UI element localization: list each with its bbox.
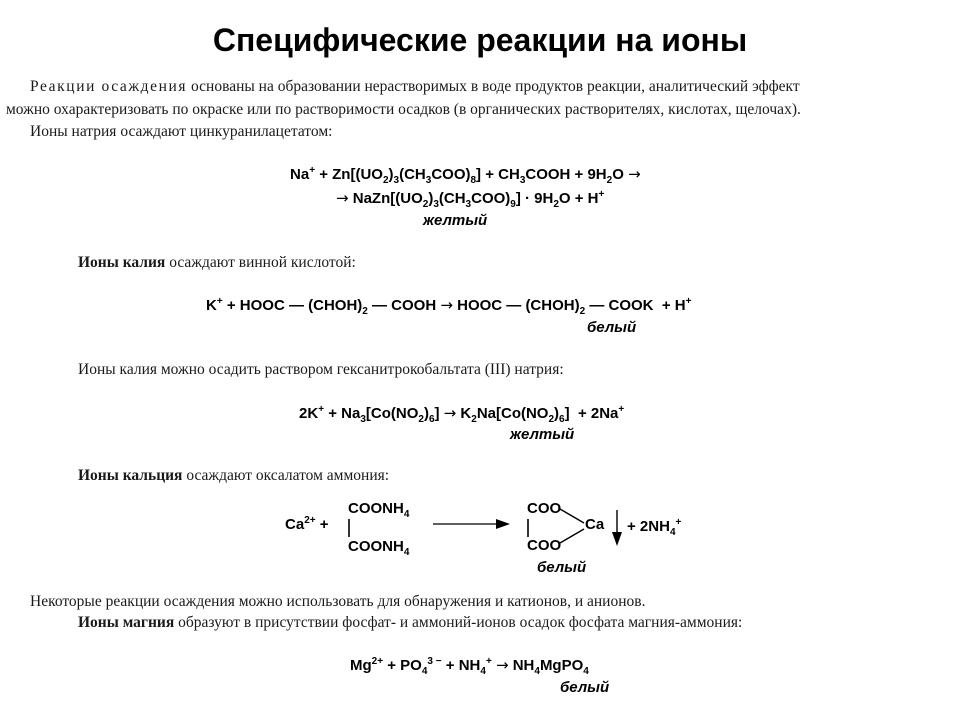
intro-line-1-rest: основаны на образовании нерастворимых в воде продуктов реакции, аналитический эффект <box>191 78 800 95</box>
intro-line-3: Ионы натрия осаждают цинкуранилацетатом: <box>30 123 333 140</box>
potassium-tartaric-rest: осаждают винной кислотой: <box>169 254 356 271</box>
potassium-cobaltate-color: желтый <box>510 426 575 443</box>
equation-sodium-line-2: → $NaZn[(UO_2)_3(CH_3COO)_9] \cdot 9H_2O + H^+$ <box>336 189 605 210</box>
calcium-oxalate-bottom: COO <box>527 537 562 554</box>
page-title: Специфические реакции на ионы <box>212 22 748 58</box>
potassium-tartaric-color: белый <box>587 319 637 336</box>
calcium-nh4-product: + $2NH_4^+$ <box>627 517 682 538</box>
misc-line-1: Некоторые реакции осаждения можно использовать для обнаружения и катионов, и анионов. <box>30 593 646 610</box>
equation-potassium-cobaltate: $2K^+ + Na_3[Co(NO_2)_6] \to K_2Na[Co(NO_2)_6] + 2Na^+$ <box>299 404 625 425</box>
equation-magnesium: $Mg^{2+} + PO_4^{3 -} + NH_4^+$ → $NH_4MgPO_4$ <box>350 656 589 677</box>
ammonium-oxalate-bottom: $COONH_4$ <box>348 538 410 558</box>
intro-lead: Реакции осаждения <box>30 78 188 95</box>
potassium-lead: Ионы калия <box>78 254 166 271</box>
magnesium-precipitate-color: белый <box>560 679 610 696</box>
calcium-oxalate-ca: Ca <box>585 516 605 533</box>
magnesium-rest: образуют в присутствии фосфат- и аммоний-ионов осадок фосфата магния-аммония: <box>178 614 743 631</box>
calcium-precipitate-color: белый <box>537 559 587 576</box>
sodium-precipitate-color: желтый <box>423 212 488 229</box>
ammonium-oxalate-top: $COONH_4$ <box>348 500 410 520</box>
potassium-cobaltate-text: Ионы калия можно осадить раствором гексанитрокобальтата (III) натрия: <box>78 361 564 378</box>
calcium-ion: $Ca^{2+}$ + <box>285 515 329 533</box>
calcium-oxalate-top: COO <box>527 500 562 517</box>
intro-line-2: можно охарактеризовать по окраске или по растворимости осадков (в органических растворителях, кислотах, щелочах). <box>6 101 801 118</box>
equation-potassium-tartaric: K+ + HOOC — $(CHOH)_2$ — COOH → HOOC — $(CHOH)_2$ — COOK + H+ <box>206 296 692 317</box>
magnesium-text <box>78 614 742 632</box>
calcium-lead: Ионы кальция <box>78 467 183 484</box>
magnesium-lead: Ионы магния <box>78 614 175 631</box>
equation-sodium-line-1: $Na^+ + Zn[(UO_2)_3(CH_3COO)_8]$ + $CH_3COOH + 9H_2O$ → <box>290 165 641 186</box>
calcium-rest: осаждают оксалатом аммония: <box>186 467 390 484</box>
